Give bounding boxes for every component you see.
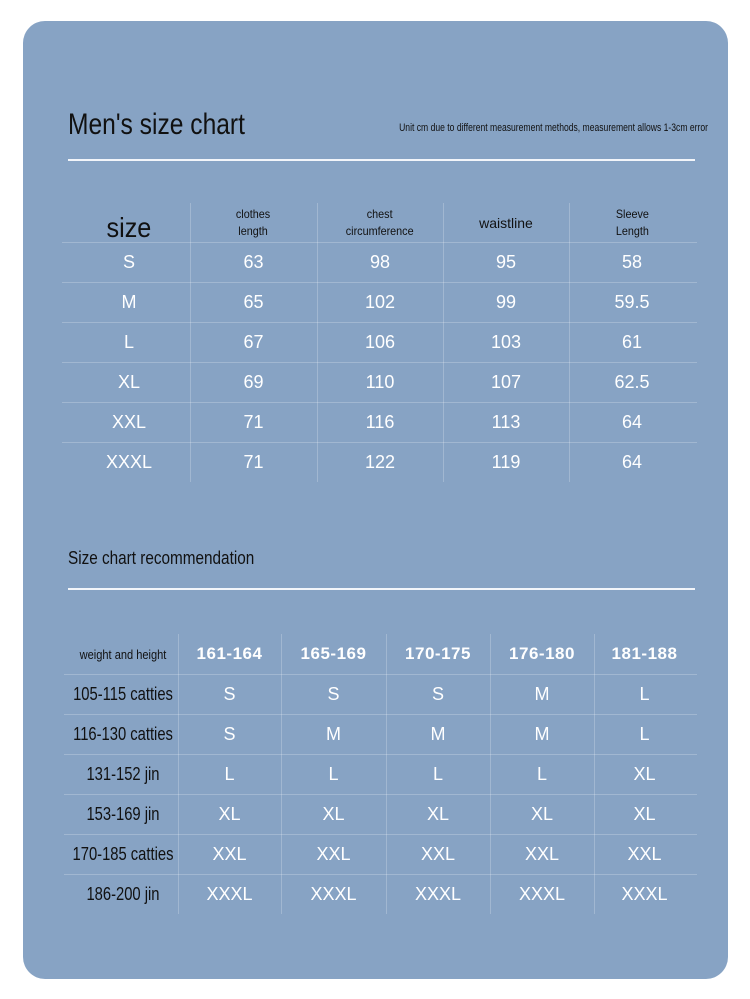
size-label: XXXL — [105, 451, 153, 472]
recommended-size: XL — [530, 803, 554, 824]
recommended-size: M — [534, 723, 550, 744]
recommended-size: XXL — [524, 843, 560, 864]
recommended-size: S — [431, 683, 444, 704]
size-value: 110 — [365, 371, 395, 392]
height-header: 165-169 — [300, 644, 367, 663]
title-divider — [68, 159, 695, 161]
size-value: 99 — [495, 291, 517, 312]
header-label-line: waistline — [479, 214, 533, 231]
recommended-size: L — [639, 723, 650, 744]
size-label: L — [123, 331, 134, 352]
recommended-size: L — [432, 763, 443, 784]
size-table-header — [190, 203, 317, 242]
recommended-size: L — [224, 763, 235, 784]
recommended-size: XL — [633, 763, 656, 784]
recommended-size: XXXL — [310, 883, 357, 904]
corner-label: weight and height — [79, 646, 167, 662]
header-label-line: circumference — [346, 223, 414, 238]
recommendation-title: Size chart recommendation — [68, 548, 255, 568]
recommended-size: XL — [218, 803, 241, 824]
size-value: 59.5 — [614, 291, 650, 312]
height-header: 161-164 — [196, 644, 263, 663]
height-header: 181-188 — [611, 644, 678, 663]
size-value: 102 — [364, 291, 396, 312]
page-title: Men's size chart — [68, 108, 245, 141]
recommended-size: M — [430, 723, 446, 744]
size-value: 64 — [621, 411, 643, 432]
recommended-size: XXL — [420, 843, 456, 864]
size-value: 116 — [365, 411, 395, 432]
size-value: 119 — [491, 451, 521, 472]
recommended-size: M — [534, 683, 550, 704]
recommended-size: L — [328, 763, 339, 784]
header-label-line: Length — [615, 223, 649, 238]
recommended-size: S — [223, 683, 236, 704]
size-table-header — [68, 203, 190, 242]
recommended-size: XXL — [316, 843, 351, 864]
header-label — [107, 202, 152, 244]
header-label — [615, 206, 648, 240]
size-value: 106 — [364, 331, 396, 352]
recommended-size: L — [536, 763, 547, 784]
measurement-note: Unit cm due to different measurement methods, measurement allows 1-3cm error — [399, 122, 708, 134]
recommended-size: XL — [633, 803, 656, 824]
height-header: 170-175 — [405, 644, 471, 663]
size-value: 62.5 — [614, 371, 650, 392]
weight-label: 186-200 jin — [86, 883, 160, 904]
size-label: XXL — [111, 411, 147, 432]
recommendation-divider — [68, 588, 695, 590]
weight-label: 116-130 catties — [73, 723, 173, 744]
size-value: 65 — [243, 291, 264, 312]
size-label: XL — [117, 371, 141, 392]
size-value: 107 — [490, 371, 522, 392]
size-value: 61 — [621, 331, 643, 352]
weight-label: 105-115 catties — [73, 683, 173, 704]
size-value: 95 — [495, 251, 517, 272]
weight-label: 131-152 jin — [86, 763, 160, 784]
recommended-size: XXXL — [206, 883, 253, 904]
recommended-size: M — [326, 723, 341, 744]
size-value: 122 — [364, 451, 396, 472]
size-value: 103 — [490, 331, 522, 352]
recommended-size: XXXL — [414, 883, 462, 904]
header-label — [346, 206, 414, 240]
header-label-line: length — [238, 223, 269, 238]
header-label-line: chest — [367, 206, 393, 221]
recommended-size: S — [327, 683, 340, 704]
weight-label: 153-169 jin — [86, 803, 160, 824]
header-label-line: Sleeve — [615, 206, 649, 221]
size-value: 71 — [243, 451, 264, 472]
size-table-header — [317, 203, 443, 242]
header-label-line: clothes — [236, 206, 271, 221]
weight-label: 170-185 catties — [72, 843, 174, 864]
size-table-header — [443, 203, 569, 242]
size-value: 64 — [621, 451, 643, 472]
recommended-size: L — [639, 683, 650, 704]
recommended-size: XXL — [212, 843, 247, 864]
header-label — [236, 206, 270, 240]
size-value: 63 — [243, 251, 264, 272]
size-table-header — [569, 203, 695, 242]
size-label: S — [122, 251, 135, 272]
header-label — [479, 215, 533, 231]
size-value: 67 — [243, 331, 264, 352]
size-value: 98 — [369, 251, 391, 272]
recommended-size: XL — [322, 803, 345, 824]
height-header: 176-180 — [509, 644, 575, 663]
size-value: 58 — [621, 251, 643, 272]
recommended-size: XXXL — [518, 883, 566, 904]
recommended-size: XXL — [627, 843, 662, 864]
size-label: M — [121, 291, 137, 312]
size-value: 113 — [491, 411, 521, 432]
size-value: 71 — [243, 411, 264, 432]
recommended-size: XL — [426, 803, 450, 824]
recommended-size: S — [223, 723, 236, 744]
size-value: 69 — [243, 371, 264, 392]
recommended-size: XXXL — [621, 883, 668, 904]
header-label-line: size — [106, 211, 152, 243]
